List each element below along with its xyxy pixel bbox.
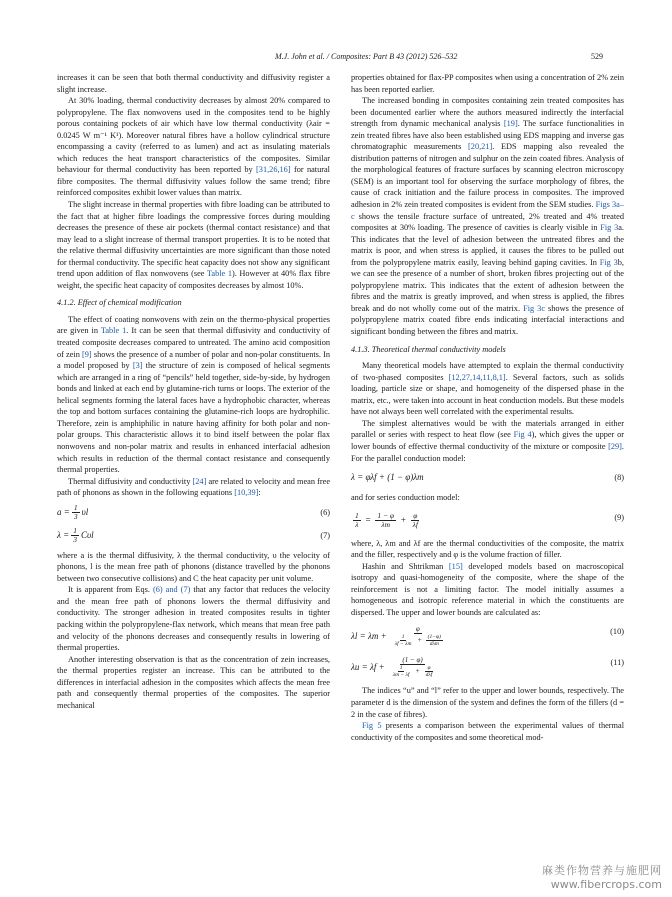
- equation-number: (11): [610, 658, 624, 668]
- equation-number: (7): [320, 530, 330, 540]
- figure-link[interactable]: Fig 5: [362, 721, 382, 731]
- paragraph: and for series conduction model:: [351, 493, 460, 503]
- citation-link[interactable]: [10,39]: [234, 488, 259, 498]
- citation-link[interactable]: [15]: [448, 561, 463, 571]
- citation-link[interactable]: [31,26,16]: [256, 165, 291, 175]
- equation-6: a = $\frac{1}{3}$ υl (6): [57, 503, 330, 522]
- equation-8: λ = φλf + (1 − φ)λm (8): [351, 472, 624, 483]
- paragraph: The indices “u” and “l” refer to the upper and lower bounds, respectively. The parameter d is the dimension of the system and defines the form of the fillers (d = 2 in the case of fibres).: [351, 686, 624, 719]
- page-number: 529: [591, 52, 603, 61]
- paragraph: Thermal diffusivity and conductivity [24] are related to velocity and mean free path of phonons as shown in the following equations [10,39]:: [57, 476, 330, 498]
- right-column: [351, 72, 624, 743]
- paragraph: It is apparent from Eqs. (6) and (7) that any factor that reduces the velocity and the mean free path of phonons lowers the thermal diffusivity and conductivity. The stronger adhesion in treated composites results in tighter packing within the polypropylene-flax network, which means that mean free path and velocity of the phonons decreases and consequently results in lowering of thermal properties.: [57, 585, 330, 653]
- watermark-url: www.fibercrops.com: [550, 878, 662, 891]
- citation-link[interactable]: [19]: [503, 119, 518, 129]
- equation-number: (8): [614, 473, 624, 483]
- section-heading: 4.1.3. Theoretical thermal conductivity models: [351, 344, 506, 354]
- section-heading: 4.1.2. Effect of chemical modification: [57, 298, 182, 308]
- paragraph: Hashin and Shtrikman [15] developed models based on macroscopical isotropy and quasi-homogeneity of the composite, where the shape of the reinforcement is not a limiting factor. The model initially assumes a homogeneous and isotropic reference material in which the constituents are dispersed. The upper and lower bounds are calculated as:: [351, 561, 624, 617]
- citation-link[interactable]: [29]: [608, 441, 622, 451]
- citation-link[interactable]: [12,27,14,11,8,1]: [448, 372, 506, 382]
- equation-link[interactable]: (6) and (7): [152, 585, 191, 595]
- paragraph: Fig 5 presents a comparison between the experimental values of thermal conductivity of the composites and some theoretical mod-: [351, 721, 624, 742]
- journal-reference: M.J. John et al. / Composites: Part B 43 (2012) 526–532: [275, 52, 458, 61]
- paragraph: where a is the thermal diffusivity, λ the thermal conductivity, υ the velocity of phonons, l is the mean free path of phonons (distance travelled by the phonons between two consecutive collisions) and C the heat capacity per unit volume.: [57, 550, 330, 583]
- equation-number: (9): [614, 512, 624, 522]
- citation-link[interactable]: [3]: [132, 361, 143, 371]
- table-link[interactable]: Table 1: [100, 326, 127, 336]
- paragraph: increases it can be seen that both thermal conductivity and diffusivity register a slight increase.: [57, 73, 330, 94]
- paragraph: The slight increase in thermal properties with fibre loading can be attributed to the fact that at higher fibre loadings the compressive forces during moulding decreases the presence of these air pockets (thermal contact resistance) and that may lead to a slight increase of thermal transport properties. It is to be noted that the relative thermal diffusivity uncertainties are more significant than those noted for thermal conductivity. The specific heat capacity does not show any significant trend upon addition of flax nonwovens (see Table 1). However at 40% flax fibre weight, the specific heat capacity of composites decreases by almost 10%.: [57, 200, 331, 290]
- citation-link[interactable]: [20,21]: [468, 142, 493, 152]
- watermark-title: 麻类作物营养与施肥网: [542, 864, 662, 877]
- figure-link[interactable]: Figs 3a–c: [351, 200, 624, 221]
- paragraph: At 30% loading, thermal conductivity decreases by almost 20% compared to polypropylene. The flax nonwovens used in the composites tend to be highly porous containing pockets of air which have low thermal conductivity (λair = 0.0245 W m⁻¹ K¹). Moreover natural fibres have a hollow cylindrical structure encompassing a cavity (referred to as lumen) and act as insulating materials which reduces the heat transport characteristics of the composites. Similar behaviour for thermal conductivity has been reported by [31,26,16] for natural fibre composites. The thermal diffusivity values follow the same trend; fibre reinforced composites exhibit lower values than matrix.: [57, 96, 330, 198]
- paragraph: Another interesting observation is that as the concentration of zein increases, the thermal properties register an increase. This can be attributed to the differences in interfacial adhesion in the composites which affects the mean free path and consequently thermal properties of the composites. The superior mechanical: [57, 654, 330, 710]
- paragraph: properties obtained for flax-PP composites when using a concentration of 2% zein has been reported earlier.: [351, 73, 624, 94]
- equation-number: (6): [320, 507, 330, 517]
- citation-link[interactable]: [24]: [192, 476, 207, 486]
- figure-link[interactable]: Fig 4: [513, 430, 532, 440]
- site-watermark: [542, 862, 662, 891]
- equation-number: (10): [610, 627, 624, 637]
- figure-link[interactable]: Fig 3: [599, 257, 618, 267]
- paragraph: The simplest alternatives would be with the materials arranged in either parallel or series with respect to heat flow (see Fig 4), which gives the upper or lower bounds of effective thermal conductivity of the mixture or composite [29]. For the parallel conduction model:: [351, 418, 624, 463]
- paragraph: The increased bonding in composites containing zein treated composites has been documented earlier where the authors measured indirectly the interfacial strength from dynamic mechanical analysis [19]. The surface functionalities in zein treated fibres have also been established using EDS mapping and inverse gas chromatographic measurements [20,21]. EDS mapping also revealed the distribution patterns of nitrogen and sulphur on the zein coated fibres. Analysis of the morphological features of fracture surfaces by scanning electron microscopy (SEM) is an important tool for observing the surface morphology of fibres, the cause of crack initiation and the failure process in composites. The improved adhesion in 2% zein treated composites is evident from the SEM studies. Figs 3a–c shows the tensile fracture surface of untreated, 2% treated and 4% treated composites at 30% loading. The presence of cavities is clearly visible in Fig 3a. This indicates that the level of adhesion between the untreated fibres and the matrix is poor, and when stress is applied, it causes the fibres to be pulled out from the polypropylene matrix easily, leaving behind gaping cavities. In Fig 3b, we can see the presence of a number of short, broken fibres projecting out of the polypropylene matrix. This indicates that the extent of adhesion between the fibres and the matrix is greatly improved, and when stress is applied, the fibres break and do not wholly come out of the matrix. Fig 3c shows the presence of polypropylene matrix coated fibre ends indicating interfacial interactions and significant bonding between the fibres and matrix.: [351, 96, 624, 337]
- equation-11: λu = λf + (1 − φ) $\frac{1}{\lambda m - \lambda f}$ + $\frac{\varphi}{\text{dλf}}$ (11): [351, 656, 624, 679]
- citation-link[interactable]: [9]: [82, 349, 92, 359]
- paragraph: where, λ, λm and λf are the thermal conductivities of the composite, the matrix and the filler, respectively and φ is the volume fraction of filler.: [351, 538, 624, 560]
- equation-10: λl = λm + φ $\frac{1}{\lambda f - \lambda m}$ + $\frac{(1-\varphi)}{\text{dλm}}$ (10): [351, 625, 624, 648]
- table-link[interactable]: Table 1: [206, 269, 232, 279]
- left-column: [57, 72, 330, 711]
- paragraph: Many theoretical models have attempted to explain the thermal conductivity of two-phased composites [12,27,14,11,8,1]. Several factors, such as solids loading, particle size or shape, and homogeneity of the dispersed phase in the matrix, etc., were taken into account in heat conduction models. But these models have not always been well correlated with the experimental results.: [351, 361, 624, 417]
- equation-9: $\frac{1}{\lambda}$ = $\frac{1 - \varphi}{\lambda m}$ + $\frac{\varphi}{\lambda f}$ (9): [355, 511, 624, 530]
- figure-link[interactable]: Fig 3c: [523, 303, 546, 313]
- figure-link[interactable]: Fig 3: [600, 223, 619, 233]
- equation-7: λ = $\frac{1}{3}$ Cυl (7): [57, 526, 330, 545]
- paragraph: The effect of coating nonwovens with zein on the thermo-physical properties are given in Table 1. It can be seen that thermal diffusivity and conductivity of treated composite decreases compared to untreated. The amino acid composition of zein [9] shows the presence of a number of polar and non-polar constituents. In a model proposed by [3] the structure of zein is composed of helical segments which are arranged in a ring of “pencils” held together, side-by-side, by hydrogen bonds and linked at each end by glutamine-rich turns or loops. The exterior of the helical segments forming the lateral faces have a hydrophobic character, whereas the top and bottom surfaces containing the glutamine-rich loops are hydrophilic. Therefore, zein is amphiphilic in nature having affinity for both polar and non-polar groups. This characteristic allows it to bind itself between the polar flax nonwovens and non-polar matrix and results in enhanced interfacial adhesion which results in reduction of the thermal contact resistance and consequently thermal properties.: [57, 314, 330, 475]
